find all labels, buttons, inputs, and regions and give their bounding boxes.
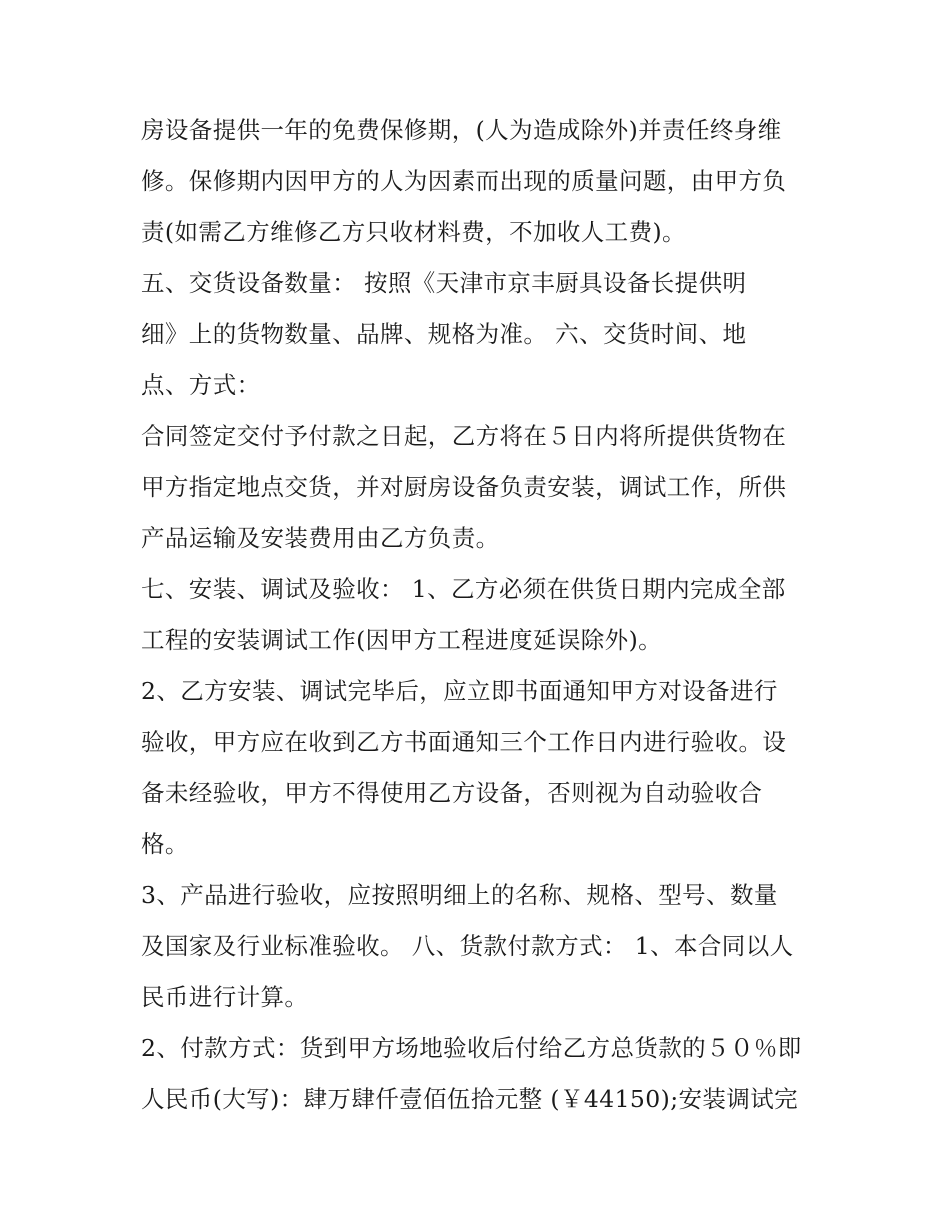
text-line: 合同签定交付予付款之日起，乙方将在５日内将所提供货物在 (141, 422, 787, 450)
text-line: 七、安装、调试及验收： 1、乙方必须在供货日期内完成全部 (141, 575, 786, 603)
text-line: 格。 (141, 830, 189, 858)
text-line: 民币进行计算。 (141, 983, 309, 1011)
text-line: 人民币(大写)：肆万肆仟壹佰伍拾元整 (￥44150);安装调试完 (141, 1085, 799, 1113)
text-line: 甲方指定地点交货，并对厨房设备负责安装，调试工作，所供 (141, 473, 787, 501)
text-line: 3、产品进行验收，应按照明细上的名称、规格、型号、数量 (141, 881, 778, 909)
text-line: 责(如需乙方维修乙方只收材料费，不加收人工费)。 (141, 218, 686, 246)
text-line: 验收，甲方应在收到乙方书面通知三个工作日内进行验收。设 (141, 728, 787, 756)
text-line: 备未经验收，甲方不得使用乙方设备，否则视为自动验收合 (141, 779, 763, 807)
text-line: 2、乙方安装、调试完毕后，应立即书面通知甲方对设备进行 (141, 677, 778, 705)
text-line: 五、交货设备数量： 按照《天津市京丰厨具设备长提供明 (141, 269, 747, 297)
text-line: 细》上的货物数量、品牌、规格为准。 六、交货时间、地 (141, 320, 747, 348)
text-line: 工程的安装调试工作(因甲方工程进度延误除外)。 (141, 626, 663, 654)
text-line: 产品运输及安装费用由乙方负责。 (141, 524, 500, 552)
text-line: 及国家及行业标准验收。 八、货款付款方式： 1、本合同以人 (141, 932, 794, 960)
text-line: 房设备提供一年的免费保修期，(人为造成除外)并责任终身维 (141, 116, 782, 144)
text-line: 修。保修期内因甲方的人为因素而出现的质量问题，由甲方负 (141, 167, 787, 195)
text-line: 2、付款方式：货到甲方场地验收后付给乙方总货款的５０％即 (141, 1034, 802, 1062)
text-line: 点、方式： (141, 371, 261, 399)
